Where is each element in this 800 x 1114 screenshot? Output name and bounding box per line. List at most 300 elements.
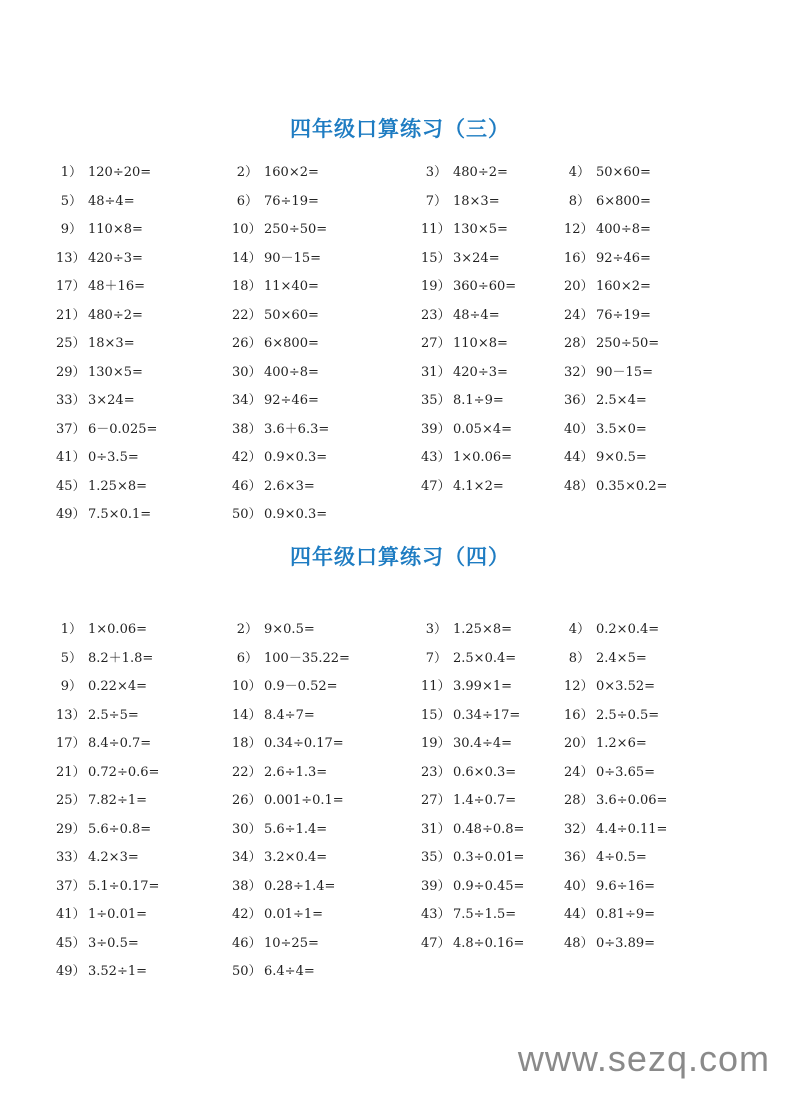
problem-item	[56, 706, 139, 726]
problem-item	[564, 306, 651, 326]
problem-expression: 9×0.5=	[264, 622, 315, 637]
problem-number: 49）	[56, 507, 86, 522]
problem-number: 15）	[421, 707, 451, 723]
section-title: 四年级口算练习（三）	[290, 117, 510, 141]
problem-expression: 4.8÷0.16=	[453, 935, 525, 951]
problem-expression: 100－35.22=	[264, 650, 350, 666]
problem-expression: 0÷3.5=	[88, 450, 139, 465]
problem-item	[56, 249, 143, 269]
problem-number: 38）	[232, 421, 262, 437]
problem-number: 35）	[421, 850, 451, 865]
problem-item	[421, 934, 524, 954]
problem-expression: 250÷50=	[264, 222, 328, 237]
problem-number: 1）	[60, 622, 82, 637]
problem-number: 9）	[60, 222, 82, 237]
problem-expression: 6×800=	[596, 193, 651, 209]
problem-item	[232, 934, 319, 954]
problem-expression: 90－15=	[596, 364, 653, 380]
problem-number: 28）	[564, 793, 594, 808]
problem-expression: 2.6×3=	[264, 478, 315, 494]
problem-number: 4）	[568, 165, 590, 180]
problem-expression: 0.3÷0.01=	[453, 850, 525, 865]
problem-expression: 1×0.06=	[88, 622, 148, 637]
problem-item	[421, 448, 512, 468]
problem-number: 44）	[564, 450, 594, 465]
problem-number: 25）	[56, 793, 86, 808]
problem-expression: 76÷19=	[596, 307, 651, 323]
problem-item	[564, 192, 651, 212]
problem-item	[564, 249, 651, 269]
problem-expression: 4÷0.5=	[596, 850, 647, 865]
problem-expression: 400÷8=	[596, 222, 651, 237]
problem-item	[56, 962, 147, 982]
problem-number: 14）	[232, 250, 262, 266]
problem-number: 44）	[564, 907, 594, 922]
problem-number: 41）	[56, 450, 86, 465]
problem-item	[564, 734, 647, 754]
problem-expression: 0.34÷0.17=	[264, 736, 344, 751]
problem-expression: 9.6÷16=	[596, 878, 656, 894]
problem-expression: 0÷3.89=	[596, 935, 656, 951]
problem-item	[421, 277, 516, 297]
problem-expression: 0.34÷17=	[453, 707, 521, 723]
problem-expression: 0×3.52=	[596, 679, 656, 694]
problem-expression: 2.6÷1.3=	[264, 764, 328, 780]
problem-expression: 3÷0.5=	[88, 935, 139, 951]
problem-number: 13）	[56, 707, 86, 723]
problem-number: 8）	[568, 193, 590, 209]
problem-number: 32）	[564, 821, 594, 837]
problem-number: 35）	[421, 393, 451, 408]
problem-expression: 3.6＋6.3=	[264, 421, 330, 437]
problem-item	[56, 820, 151, 840]
problem-expression: 7.82÷1=	[88, 793, 148, 808]
problem-expression: 0.05×4=	[453, 421, 513, 437]
problem-expression: 3.2×0.4=	[264, 850, 328, 865]
problem-expression: 8.4÷0.7=	[88, 736, 152, 751]
problem-number: 5）	[60, 650, 82, 666]
problem-expression: 400÷8=	[264, 364, 319, 380]
problem-number: 21）	[56, 764, 86, 780]
problem-expression: 110×8=	[453, 336, 508, 351]
problem-item	[564, 706, 659, 726]
problem-item	[56, 877, 159, 897]
problem-number: 26）	[232, 336, 262, 351]
problem-item	[232, 763, 327, 783]
problem-expression: 92÷46=	[596, 250, 651, 266]
problem-expression: 0.9×0.3=	[264, 450, 328, 465]
problem-expression: 3.99×1=	[453, 679, 513, 694]
problem-item	[56, 848, 139, 868]
problem-item	[232, 706, 315, 726]
problem-item	[421, 677, 512, 697]
problem-expression: 4.4÷0.11=	[596, 821, 668, 837]
problem-expression: 10÷25=	[264, 935, 319, 951]
problem-item	[56, 791, 147, 811]
problem-number: 40）	[564, 421, 594, 437]
problem-expression: 130×5=	[88, 364, 143, 380]
problem-number: 11）	[421, 679, 451, 694]
problem-item	[232, 363, 319, 383]
problem-item	[421, 192, 500, 212]
problem-item	[564, 220, 651, 240]
problem-item	[421, 163, 508, 183]
problem-expression: 6－0.025=	[88, 421, 158, 437]
problem-item	[232, 220, 327, 240]
problem-number: 20）	[564, 736, 594, 751]
problem-number: 27）	[421, 336, 451, 351]
problem-number: 13）	[56, 250, 86, 266]
problem-number: 34）	[232, 393, 262, 408]
problem-number: 30）	[232, 821, 262, 837]
problem-number: 18）	[232, 736, 262, 751]
problem-item	[56, 477, 147, 497]
problem-item	[232, 192, 319, 212]
problem-item	[232, 277, 319, 297]
problem-expression: 160×2=	[596, 279, 651, 294]
problem-expression: 160×2=	[264, 165, 319, 180]
problem-number: 39）	[421, 421, 451, 437]
problem-number: 46）	[232, 478, 262, 494]
problem-item	[421, 848, 524, 868]
problem-number: 24）	[564, 307, 594, 323]
problem-item	[56, 306, 143, 326]
problem-expression: 8.4÷7=	[264, 707, 315, 723]
problem-expression: 480÷2=	[88, 307, 143, 323]
problem-expression: 2.5÷5=	[88, 707, 139, 723]
problem-item	[56, 220, 143, 240]
problem-number: 17）	[56, 736, 86, 751]
problem-number: 48）	[564, 478, 594, 494]
problem-item	[564, 877, 655, 897]
problem-number: 23）	[421, 764, 451, 780]
problem-item	[232, 791, 344, 811]
problem-number: 47）	[421, 935, 451, 951]
problem-expression: 0.28÷1.4=	[264, 878, 336, 894]
problem-item	[564, 905, 655, 925]
problem-number: 6）	[236, 193, 258, 209]
problem-item	[56, 334, 135, 354]
problem-item	[232, 962, 315, 982]
problem-expression: 7.5×0.1=	[88, 507, 152, 522]
problem-item	[564, 363, 653, 383]
problem-item	[421, 477, 504, 497]
problem-item	[421, 763, 516, 783]
problem-expression: 130×5=	[453, 222, 508, 237]
problem-number: 10）	[232, 679, 262, 694]
problem-expression: 50×60=	[596, 165, 651, 180]
problem-expression: 6×800=	[264, 336, 319, 351]
problem-number: 45）	[56, 935, 86, 951]
problem-number: 4）	[568, 622, 590, 637]
problem-number: 5）	[60, 193, 82, 209]
problem-number: 29）	[56, 364, 86, 380]
problem-expression: 9×0.5=	[596, 450, 647, 465]
problem-number: 16）	[564, 250, 594, 266]
problem-number: 19）	[421, 736, 451, 751]
problem-expression: 4.1×2=	[453, 478, 504, 494]
problem-item	[421, 649, 516, 669]
problem-number: 22）	[232, 764, 262, 780]
problem-item	[56, 163, 151, 183]
problem-expression: 2.5×4=	[596, 393, 647, 408]
problem-expression: 1×0.06=	[453, 450, 513, 465]
problem-item	[421, 220, 508, 240]
problem-number: 34）	[232, 850, 262, 865]
problem-item	[232, 848, 327, 868]
problem-expression: 0.001÷0.1=	[264, 793, 344, 808]
problem-number: 7）	[425, 193, 447, 209]
problem-number: 42）	[232, 450, 262, 465]
problem-expression: 0.35×0.2=	[596, 478, 668, 494]
problem-expression: 48＋16=	[88, 279, 145, 294]
problem-number: 31）	[421, 821, 451, 837]
problem-number: 23）	[421, 307, 451, 323]
problem-item	[421, 306, 500, 326]
problem-item	[421, 820, 524, 840]
problem-item	[56, 505, 151, 525]
section-title: 四年级口算练习（四）	[290, 545, 510, 569]
problem-expression: 6.4÷4=	[264, 964, 315, 979]
problem-number: 37）	[56, 878, 86, 894]
problem-number: 14）	[232, 707, 262, 723]
problem-number: 26）	[232, 793, 262, 808]
problem-expression: 0.72÷0.6=	[88, 764, 160, 780]
problem-number: 25）	[56, 336, 86, 351]
problem-number: 47）	[421, 478, 451, 494]
problem-item	[232, 448, 327, 468]
problem-expression: 1.2×6=	[596, 736, 647, 751]
problem-expression: 110×8=	[88, 222, 143, 237]
problem-number: 33）	[56, 850, 86, 865]
problem-expression: 0.9－0.52=	[264, 679, 338, 694]
watermark: www.sezq.com	[517, 1038, 770, 1079]
problem-number: 37）	[56, 421, 86, 437]
problem-expression: 3.5×0=	[596, 421, 647, 437]
problem-expression: 420÷3=	[453, 364, 508, 380]
problem-expression: 30.4÷4=	[453, 736, 513, 751]
problem-number: 38）	[232, 878, 262, 894]
problem-item	[232, 620, 315, 640]
problem-item	[421, 791, 516, 811]
problem-number: 19）	[421, 279, 451, 294]
problem-expression: 8.1÷9=	[453, 393, 504, 408]
problem-expression: 420÷3=	[88, 250, 143, 266]
problem-number: 21）	[56, 307, 86, 323]
problem-expression: 50×60=	[264, 307, 319, 323]
problem-number: 30）	[232, 364, 262, 380]
problem-number: 15）	[421, 250, 451, 266]
problem-expression: 3×24=	[453, 250, 500, 266]
problem-item	[232, 306, 319, 326]
problem-number: 18）	[232, 279, 262, 294]
problem-expression: 0.2×0.4=	[596, 622, 660, 637]
problem-item	[232, 905, 323, 925]
problem-item	[564, 391, 647, 411]
problem-expression: 0÷3.65=	[596, 764, 656, 780]
problem-item	[56, 363, 143, 383]
problem-number: 12）	[564, 222, 594, 237]
problem-expression: 18×3=	[453, 193, 500, 209]
problem-expression: 0.48÷0.8=	[453, 821, 525, 837]
problem-number: 48）	[564, 935, 594, 951]
problem-item	[56, 620, 147, 640]
problem-item	[421, 706, 520, 726]
problem-item	[564, 163, 651, 183]
problem-item	[232, 734, 344, 754]
problem-number: 39）	[421, 878, 451, 894]
problem-expression: 3.6÷0.06=	[596, 793, 668, 808]
problem-item	[421, 249, 500, 269]
problem-number: 2）	[236, 165, 258, 180]
problem-item	[421, 905, 516, 925]
problem-number: 36）	[564, 850, 594, 865]
problem-item	[56, 192, 135, 212]
problem-number: 27）	[421, 793, 451, 808]
problem-expression: 5.6÷0.8=	[88, 821, 152, 837]
problem-number: 46）	[232, 935, 262, 951]
problem-item	[56, 277, 145, 297]
problem-item	[564, 649, 647, 669]
problem-expression: 5.6÷1.4=	[264, 821, 328, 837]
problem-expression: 8.2＋1.8=	[88, 650, 154, 666]
problem-item	[232, 649, 350, 669]
problem-number: 8）	[568, 650, 590, 666]
problem-expression: 48÷4=	[88, 193, 135, 209]
problem-item	[56, 734, 151, 754]
problem-item	[421, 391, 504, 411]
problem-item	[232, 505, 327, 525]
problem-number: 50）	[232, 507, 262, 522]
problem-number: 43）	[421, 450, 451, 465]
problem-number: 3）	[425, 622, 447, 637]
problem-item	[56, 649, 153, 669]
problem-expression: 0.01÷1=	[264, 907, 324, 922]
problem-number: 41）	[56, 907, 86, 922]
problem-expression: 18×3=	[88, 336, 135, 351]
problem-expression: 90－15=	[264, 250, 321, 266]
problem-expression: 360÷60=	[453, 279, 517, 294]
problem-item	[232, 820, 327, 840]
problem-number: 17）	[56, 279, 86, 294]
problem-item	[232, 163, 319, 183]
problem-expression: 3.52÷1=	[88, 964, 148, 979]
problem-expression: 1.25×8=	[453, 622, 513, 637]
problem-item	[421, 420, 512, 440]
problem-expression: 1.25×8=	[88, 478, 148, 494]
problem-item	[564, 848, 647, 868]
problem-expression: 480÷2=	[453, 165, 508, 180]
problem-number: 10）	[232, 222, 262, 237]
problem-item	[56, 763, 159, 783]
problem-expression: 48÷4=	[453, 307, 500, 323]
problem-number: 42）	[232, 907, 262, 922]
problem-expression: 76÷19=	[264, 193, 319, 209]
problem-expression: 0.81÷9=	[596, 907, 656, 922]
problem-item	[564, 820, 667, 840]
problem-expression: 0.9×0.3=	[264, 507, 328, 522]
problem-expression: 1.4÷0.7=	[453, 793, 517, 808]
problem-item	[564, 934, 655, 954]
problem-number: 20）	[564, 279, 594, 294]
problem-item	[564, 420, 647, 440]
problem-number: 11）	[421, 222, 451, 237]
problem-number: 12）	[564, 679, 594, 694]
problem-number: 45）	[56, 478, 86, 494]
problem-item	[56, 420, 157, 440]
problem-expression: 0.22×4=	[88, 679, 148, 694]
problem-expression: 3×24=	[88, 393, 135, 408]
problem-item	[421, 734, 512, 754]
problem-number: 9）	[60, 679, 82, 694]
problem-expression: 0.6×0.3=	[453, 764, 517, 780]
problem-number: 50）	[232, 964, 262, 979]
problem-item	[564, 791, 667, 811]
problem-item	[564, 620, 659, 640]
problem-number: 32）	[564, 364, 594, 380]
problem-number: 49）	[56, 964, 86, 979]
problem-expression: 1÷0.01=	[88, 907, 148, 922]
problem-expression: 7.5÷1.5=	[453, 907, 517, 922]
problem-number: 2）	[236, 622, 258, 637]
problem-item	[56, 905, 147, 925]
problem-item	[564, 677, 655, 697]
problem-item	[421, 363, 508, 383]
problem-number: 3）	[425, 165, 447, 180]
problem-item	[421, 877, 524, 897]
problem-item	[232, 391, 319, 411]
problem-expression: 2.4×5=	[596, 650, 647, 666]
problem-expression: 5.1÷0.17=	[88, 878, 160, 894]
problem-number: 7）	[425, 650, 447, 666]
problem-number: 24）	[564, 764, 594, 780]
problem-number: 6）	[236, 650, 258, 666]
problem-item	[232, 249, 321, 269]
problem-expression: 0.9÷0.45=	[453, 878, 525, 894]
problem-number: 33）	[56, 393, 86, 408]
problem-item	[564, 477, 667, 497]
problem-item	[56, 391, 135, 411]
problem-item	[564, 334, 659, 354]
problem-item	[232, 334, 319, 354]
problem-number: 43）	[421, 907, 451, 922]
problem-number: 1）	[60, 165, 82, 180]
problem-item	[232, 877, 335, 897]
problem-item	[564, 448, 647, 468]
problem-number: 29）	[56, 821, 86, 837]
problem-expression: 250÷50=	[596, 336, 660, 351]
problem-expression: 4.2×3=	[88, 850, 139, 865]
problem-expression: 92÷46=	[264, 393, 319, 408]
problem-expression: 2.5÷0.5=	[596, 707, 660, 723]
problem-item	[56, 677, 147, 697]
problem-expression: 2.5×0.4=	[453, 650, 517, 666]
problem-number: 31）	[421, 364, 451, 380]
problem-item	[421, 334, 508, 354]
problem-item	[56, 934, 139, 954]
problem-item	[232, 420, 329, 440]
problem-number: 16）	[564, 707, 594, 723]
problem-expression: 11×40=	[264, 279, 319, 294]
problem-item	[56, 448, 139, 468]
problem-number: 36）	[564, 393, 594, 408]
problem-number: 22）	[232, 307, 262, 323]
problem-expression: 120÷20=	[88, 165, 152, 180]
problem-item	[421, 620, 512, 640]
problem-number: 28）	[564, 336, 594, 351]
problem-item	[232, 477, 315, 497]
problem-number: 40）	[564, 878, 594, 894]
